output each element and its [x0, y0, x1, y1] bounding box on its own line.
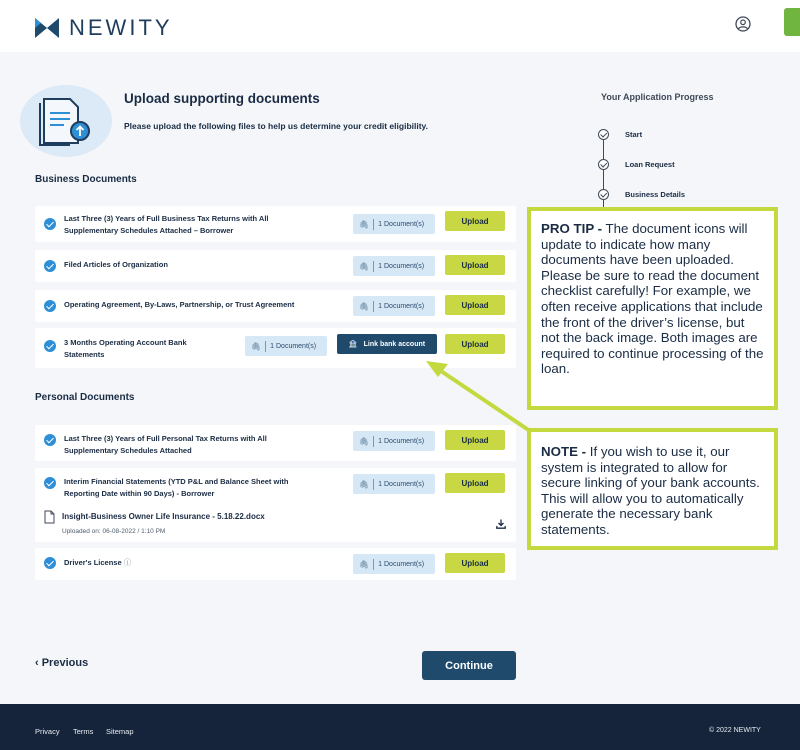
step-check-icon [598, 189, 609, 200]
bank-icon: 🏦 [348, 341, 358, 348]
pro-tip-callout: PRO TIP - The document icons will update to indicate how many documents have been uploaded. Please be sure to read the document checklist carefully! For example, we often receive applications that include the front of the driver’s license, but not the back image. Both images are required to continue processing of the loan. [527, 207, 778, 410]
step-loan-request[interactable]: Loan Request [625, 160, 675, 169]
link-bank-account-button[interactable]: 🏦 Link bank account [337, 334, 437, 354]
paperclip-icon: 🖇 [359, 261, 370, 271]
document-row-business-tax-returns [35, 206, 516, 242]
document-label: Operating Agreement, By-Laws, Partnership, or Trust Agreement [64, 300, 295, 309]
note-callout: NOTE - If you wish to use it, our system is integrated to allow for secure linking of your bank accounts. This will allow you to automatically generate the necessary bank statements. [527, 428, 778, 550]
document-count-badge[interactable]: 🖇 1 Document(s) [353, 431, 435, 451]
callout-arrow [420, 355, 532, 435]
document-count-badge[interactable]: 🖇 1 Document(s) [353, 554, 435, 574]
document-count-badge[interactable]: 🖇 1 Document(s) [353, 256, 435, 276]
sitemap-link[interactable]: Sitemap [106, 727, 134, 736]
personal-documents-heading: Personal Documents [35, 392, 135, 403]
privacy-link[interactable]: Privacy [35, 727, 60, 736]
document-label: Last Three (3) Years of Full Personal Tax Returns with All Supplementary Schedules Attached [64, 434, 267, 455]
upload-button[interactable]: Upload [445, 255, 505, 275]
document-label: Interim Financial Statements (YTD P&L and Balance Sheet with Reporting Date within 90 Days) - Borrower [64, 477, 289, 498]
document-count-badge[interactable]: 🖇 1 Document(s) [353, 214, 435, 234]
copyright: © 2022 NEWITY [709, 727, 761, 734]
footer [0, 704, 800, 750]
document-row-interim-financials [35, 468, 516, 542]
progress-title: Your Application Progress [601, 92, 714, 102]
check-circle-icon [44, 218, 56, 230]
paperclip-icon: 🖇 [359, 219, 370, 229]
page-title: Upload supporting documents [124, 91, 320, 106]
upload-button[interactable]: Upload [445, 334, 505, 354]
document-row-articles-of-organization [35, 250, 516, 282]
info-icon[interactable]: ⓘ [123, 558, 132, 567]
check-circle-icon [44, 260, 56, 272]
document-row-drivers-license [35, 548, 516, 580]
paperclip-icon: 🖇 [359, 479, 370, 489]
upload-button[interactable]: Upload [445, 553, 505, 573]
upload-button[interactable]: Upload [445, 473, 505, 493]
top-bar [0, 0, 800, 52]
check-circle-icon [44, 477, 56, 489]
paperclip-icon: 🖇 [359, 436, 370, 446]
uploaded-file-meta: Uploaded on: 06-08-2022 / 1:10 PM [62, 528, 166, 535]
upload-button[interactable]: Upload [445, 295, 505, 315]
side-tab[interactable] [784, 8, 800, 36]
document-count-badge[interactable]: 🖇 1 Document(s) [353, 474, 435, 494]
continue-button[interactable]: Continue [422, 651, 516, 680]
upload-button[interactable]: Upload [445, 211, 505, 231]
terms-link[interactable]: Terms [73, 727, 94, 736]
check-circle-icon [44, 300, 56, 312]
document-row-operating-agreement [35, 290, 516, 322]
paperclip-icon: 🖇 [359, 301, 370, 311]
upload-button[interactable]: Upload [445, 430, 505, 450]
file-icon [44, 510, 55, 524]
progress-line [603, 134, 604, 214]
step-check-icon [598, 159, 609, 170]
document-upload-icon [38, 95, 94, 147]
uploaded-file-name[interactable]: Insight-Business Owner Life Insurance - 5.18.22.docx [62, 512, 265, 521]
previous-link[interactable]: ‹ Previous [35, 657, 89, 669]
document-label: Driver's License ⓘ [64, 558, 132, 567]
document-label: Filed Articles of Organization [64, 260, 168, 269]
download-icon[interactable] [496, 519, 506, 529]
brand-logo[interactable] [35, 15, 173, 41]
document-count-badge[interactable]: 🖇 1 Document(s) [353, 296, 435, 316]
bowtie-logo-icon [35, 18, 59, 38]
check-circle-icon [44, 434, 56, 446]
brand-name: NEWITY [69, 15, 173, 40]
paperclip-icon: 🖇 [251, 341, 262, 351]
business-documents-heading: Business Documents [35, 174, 137, 185]
check-circle-icon [44, 340, 56, 352]
paperclip-icon: 🖇 [359, 559, 370, 569]
document-label: Last Three (3) Years of Full Business Tax Returns with All Supplementary Schedules Attached – Borrower [64, 214, 269, 235]
check-circle-icon [44, 557, 56, 569]
document-count-badge[interactable]: 🖇 1 Document(s) [245, 336, 327, 356]
user-circle-icon[interactable] [735, 16, 751, 32]
step-start[interactable]: Start [625, 130, 643, 139]
step-business-details[interactable]: Business Details [625, 190, 686, 199]
step-check-icon [598, 129, 609, 140]
document-label: 3 Months Operating Account Bank Statements [64, 338, 187, 359]
page-subtitle: Please upload the following files to help us determine your credit eligibility. [124, 121, 429, 131]
